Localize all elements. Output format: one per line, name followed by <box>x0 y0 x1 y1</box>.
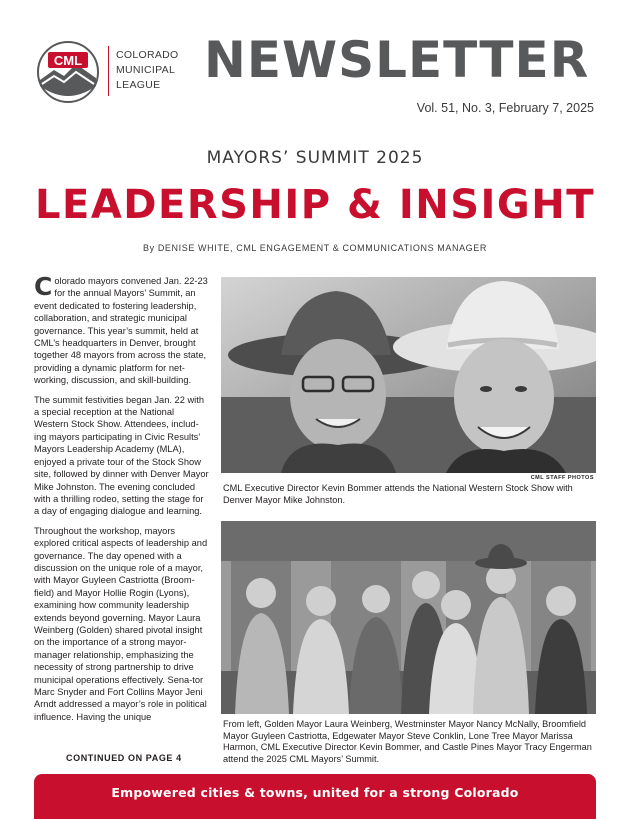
photo-credit: CML STAFF PHOTOS <box>530 475 594 481</box>
article-paragraph: Throughout the workshop, mayors explored critical aspects of leadership and governance. The day opened with a discussion on the unique role of a mayor, with Mayor Guyleen Castriotta (Broom-field) and Mayor Hollie Rogin (Lyons), examining how community leadership extends beyond governing. Mayor Laura Weinberg (Golden) shared pivotal insight on the importance of a strong mayor-manager relationship, emphasizing the necessity of strong partnership to drive municipal operations effectively. Sena-tor Marc Snyder and Fort Collins Mayor Jeni Arndt addressed a mayor’s role in political influence. Having the unique <box>34 525 208 722</box>
article-body <box>34 272 209 730</box>
photo-caption-2: From left, Golden Mayor Laura Weinberg, Westminster Mayor Nancy McNally, Broomfield Mayor Guyleen Castriotta, Edgewater Mayor Steve Conklin, Lone Tree Mayor Marissa Harmon, CML Executive Director Kevin Bommer, and Castle Pines Mayor Tracy Engerman attend the 2025 CML Mayors’ Summit. <box>223 719 592 764</box>
article-paragraph: The summit festivities began Jan. 22 with a special reception at the National Western Stock Show. Attendees, includ-ing mayors participating in Civic Results’ Mayors Leadership Academy (MLA), enjoyed a private tour of the Stock Show site, followed by dinner with Denver Mayor Mike Johnston. The evening concluded with a thrilling rodeo, setting the stage for a day of engaging dialogue and learning. <box>34 394 209 517</box>
story-headline: LEADERSHIP & INSIGHT <box>35 182 595 228</box>
article-paragraph <box>34 272 209 387</box>
story-kicker: MAYORS’ SUMMIT 2025 <box>206 148 424 168</box>
photo-stock-show <box>221 277 596 473</box>
org-name <box>116 48 179 93</box>
photo-mayors-group <box>221 521 596 714</box>
paragraph-text: olorado mayors convened Jan. 22-23 for the annual Mayors’ Summit, an event dedicated to fostering leadership, collaboration, and strategic municipal governance. This year’s summit, held at CML’s headquarters in Denver, brought together 48 mayors from across the state, providing a dynamic platform for net-working, discussion, and skill-building. <box>34 276 208 386</box>
cml-logo <box>36 40 100 104</box>
issue-line: Vol. 51, No. 3, February 7, 2025 <box>416 101 594 115</box>
org-line-3: LEAGUE <box>116 79 161 91</box>
drop-cap: C <box>34 272 53 301</box>
org-line-1: COLORADO <box>116 49 179 61</box>
footer-tagline: Empowered cities & towns, united for a strong Colorado <box>111 785 519 800</box>
logo-text: CML <box>53 53 83 68</box>
org-line-2: MUNICIPAL <box>116 64 176 76</box>
logo-divider <box>108 46 109 96</box>
story-byline: By DENISE WHITE, CML ENGAGEMENT & COMMUNICATIONS MANAGER <box>143 243 487 253</box>
newsletter-title: NEWSLETTER <box>204 31 590 89</box>
continued-link[interactable]: CONTINUED ON PAGE 4 <box>66 753 182 763</box>
photo-caption-1: CML Executive Director Kevin Bommer attends the National Western Stock Show with Denver Mayor Mike Johnston. <box>223 483 573 505</box>
footer-banner <box>34 774 596 819</box>
